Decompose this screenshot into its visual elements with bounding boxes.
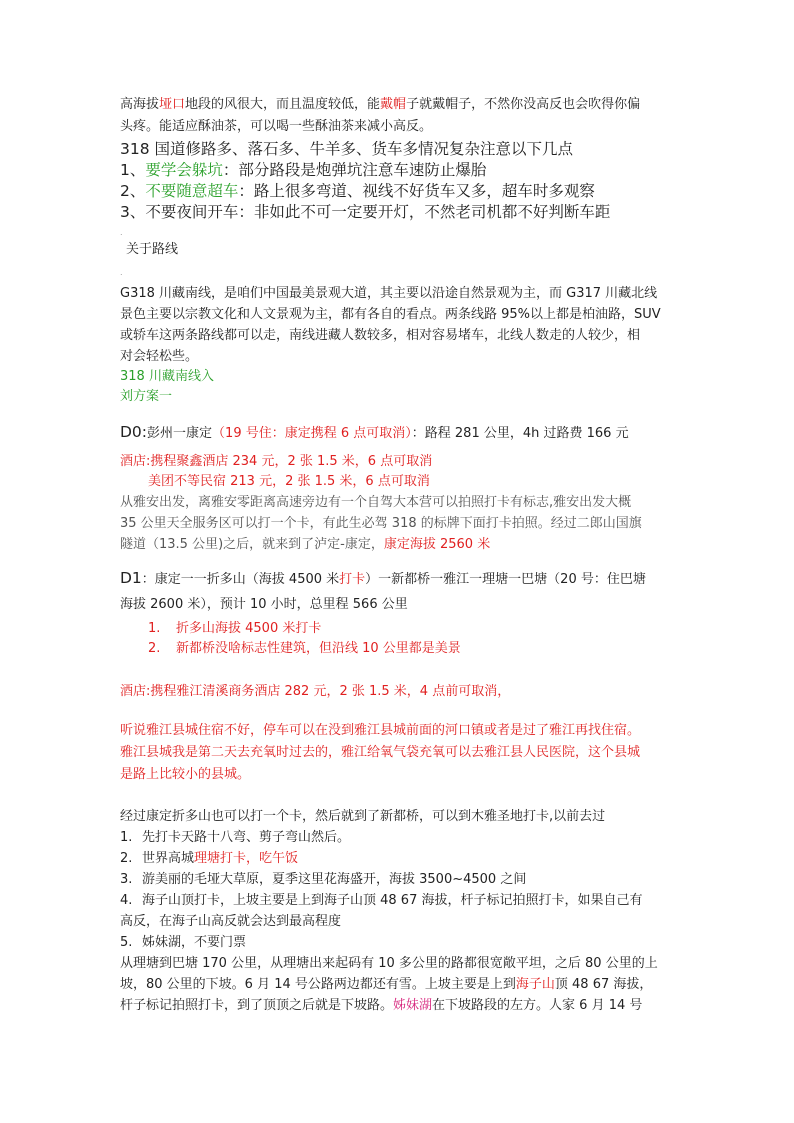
list-number: 3. <box>120 872 133 887</box>
route-paragraph-line: 或轿车这两条路线都可以走，南线进藏人数较多，相对容易堵车，北线人数走的人较少，相 <box>120 328 641 343</box>
route-paragraph-line: 景色主要以宗教文化和人文景观为主，都有各自的看点。两条线路 95%以上都是柏油路，SUV <box>120 307 661 322</box>
list-item-cont: 高反，在海子山高反就会达到最高程度 <box>120 914 342 929</box>
list-item: 姊妹湖，不要门票 <box>142 935 247 950</box>
litang-batang-line: 杆子标记拍照打卡，到了顶顶之后就是下坡路。姊妹湖在下坡路段的左方。人家 6 月 14 号 <box>120 998 643 1013</box>
yajiang-note-line: 听说雅江县城住宿不好，停车可以在没到雅江县城前面的河口镇或者是过了雅江再找住宿。 <box>120 723 641 738</box>
litang-batang-line: 坡，80 公里的下坡。6 月 14 号公路两边都还有雪。上坡主要是上到海子山顶 48 67 海拔， <box>120 977 653 992</box>
list-number: 4. <box>120 893 133 908</box>
day0-paragraph-line: 35 公里天全服务区可以打一个卡，有此生必驾 318 的标牌下面打卡拍照。经过二郎山国旗 <box>120 516 642 531</box>
yajiang-note-line: 是路上比较小的县城。 <box>120 767 251 782</box>
day1-note-number: 1. <box>148 621 161 636</box>
dot-marker: . <box>120 228 123 237</box>
zheduo-checkin-line: 经过康定折多山也可以打一个卡，然后就到了新都桥，可以到木雅圣地打卡,以前去过 <box>120 809 606 824</box>
tip-avoid-potholes: 1、要学会躲坑：部分路段是炮弹坑注意车速防止爆胎 <box>120 161 487 179</box>
day1-note-number: 2. <box>148 641 161 656</box>
yajiang-note-line: 雅江县城我是第二天去充氧时过去的，雅江给氧气袋充氧可以去雅江县人民医院，这个县城 <box>120 745 641 760</box>
south-route-entry: 318 川藏南线入 <box>120 369 214 384</box>
day1-heading-cont: 海拔 2600 米），预计 10 小时，总里程 566 公里 <box>120 597 408 612</box>
list-number: 5. <box>120 935 133 950</box>
list-number: 1. <box>120 830 133 845</box>
altitude-wind-line: 高海拔垭口地段的风很大，而且温度较低，能戴帽子就戴帽子，不然你没高反也会吹得你偏 <box>120 97 641 112</box>
tip-no-overtaking: 2、不要随意超车：路上很多弯道、视线不好货车又多，超车时多观察 <box>120 182 595 200</box>
list-item: 先打卡天路十八弯、剪子弯山然后。 <box>142 830 351 845</box>
route-paragraph-line: 对会轻松些。 <box>120 349 199 364</box>
plan-one-label: 刘方案一 <box>120 389 173 404</box>
route-paragraph-line: G318 川藏南线，是咱们中国最美景观大道，其主要以沿途自然景观为主，而 G317 川藏北线 <box>120 286 658 301</box>
list-item: 海子山顶打卡，上坡主要是上到海子山顶 48 67 海拔，杆子标记拍照打卡，如果自己有 <box>142 893 643 908</box>
list-number: 2. <box>120 851 133 866</box>
hotel-qingxi: 酒店:携程雅江清溪商务酒店 282 元，2 张 1.5 米，4 点前可取消， <box>120 684 511 699</box>
road-warning-heading: 318 国道修路多、落石多、牛羊多、货车多情况复杂注意以下几点 <box>120 140 574 158</box>
route-heading: 关于路线 <box>126 242 179 257</box>
day0-heading: D0:彭州一康定（19 号住：康定携程 6 点可取消）：路程 281 公里，4h 过路费 166 元 <box>120 423 629 441</box>
list-item: 世界高城理塘打卡，吃午饭 <box>142 851 299 866</box>
day1-heading: D1：康定一一折多山（海拔 4500 米打卡）一新都桥一雅江一理塘一巴塘（20 号：住巴塘 <box>120 569 646 587</box>
butter-tea-line: 头疼。能适应酥油茶，可以喝一些酥油茶来减小高反。 <box>120 119 433 134</box>
list-item: 游美丽的毛垭大草原，夏季这里花海盛开，海拔 3500~4500 之间 <box>142 872 527 887</box>
day0-paragraph-line: 从雅安出发，离雅安零距离高速旁边有一个自驾大本营可以拍照打卡有标志,雅安出发大概 <box>120 495 632 510</box>
day1-note-zheduo: 折多山海拔 4500 米打卡 <box>176 621 322 636</box>
dot-marker: . <box>120 268 123 277</box>
hotel-juxin: 酒店:携程聚鑫酒店 234 元，2 张 1.5 米，6 点可取消 <box>120 454 433 469</box>
tip-no-night-driving: 3、不要夜间开车：非如此不可一定要开灯，不然老司机都不好判断车距 <box>120 203 611 221</box>
hotel-budeng: 美团不等民宿 213 元，2 张 1.5 米，6 点可取消 <box>148 474 430 489</box>
day1-note-xinduqiao: 新都桥没啥标志性建筑，但沿线 10 公里都是美景 <box>176 641 461 656</box>
litang-batang-line: 从理塘到巴塘 170 公里，从理塘出来起码有 10 多公里的路都很宽敞平坦，之后 80 公里的上 <box>120 956 658 971</box>
day0-paragraph-line: 隧道（13.5 公里)之后，就来到了泸定-康定，康定海拔 2560 米 <box>120 537 491 552</box>
